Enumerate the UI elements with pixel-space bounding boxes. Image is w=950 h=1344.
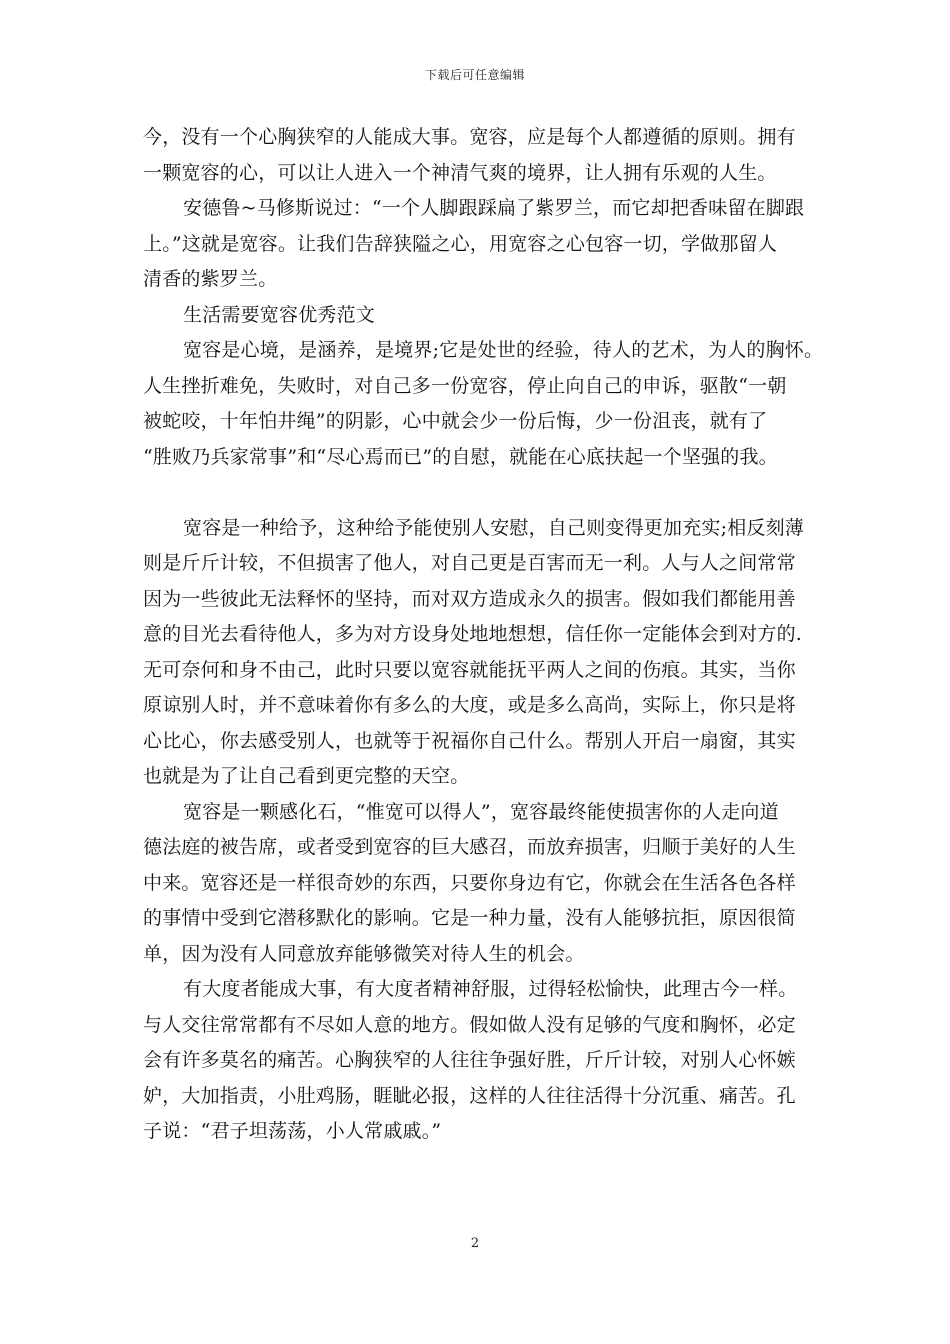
page-header: 下载后可任意编辑 <box>424 68 525 82</box>
paragraph-start: 有大度者能成大事，有大度者精神舒服，过得轻松愉快，此理古今一样。 <box>183 978 798 1000</box>
text-line: 子说：“君子坦荡荡，小人常戚戚。” <box>143 1120 442 1142</box>
text-line: 与人交往常常都有不尽如人意的地方。假如做人没有足够的气度和胸怀，必定 <box>143 1013 796 1036</box>
text-line: 原谅别人时，并不意味着你有多么的大度，或是多么高尚，实际上，你只是将 <box>143 694 796 716</box>
text-line: 因为一些彼此无法释怀的坚持，而对双方造成永久的损害。假如我们都能用善 <box>143 587 796 610</box>
text-line: 今，没有一个心胸狭窄的人能成大事。宽容，应是每个人都遵循的原则。拥有 <box>143 126 796 148</box>
document-body <box>143 120 824 1150</box>
text-line: 单，因为没有人同意放弃能够微笑对待人生的机会。 <box>143 942 585 965</box>
paragraph-start: 宽容是一种给予，这种给予能使别人安慰，自己则变得更加充实;相反刻薄 <box>183 516 805 539</box>
section-title: 生活需要宽容优秀范文 <box>183 303 376 326</box>
paragraph-gap <box>143 475 813 511</box>
text-line: 意的目光去看待他人，多为对方设身处地地想想，信任你一定能体会到对方的. <box>143 623 803 645</box>
page-number: 2 <box>470 1236 480 1251</box>
text-line: 的事情中受到它潜移默化的影响。它是一种力量，没有人能够抗拒，原因很简 <box>143 907 796 929</box>
text-line: 被蛇咬，十年怕井绳”的阴影，心中就会少一份后悔，少一份沮丧，就有了 <box>143 410 768 432</box>
text-line: 一颗宽容的心，可以让人进入一个神清气爽的境界，让人拥有乐观的人生。 <box>143 161 777 184</box>
paragraph-start: 宽容是一颗感化石，“惟宽可以得人”，宽容最终能使损害你的人走向道 <box>183 800 779 823</box>
text-line: 上。”这就是宽容。让我们告辞狭隘之心，用宽容之心包容一切，学做那留人 <box>143 232 778 255</box>
text-line: 会有许多莫名的痛苦。心胸狭窄的人往往争强好胜，斤斤计较，对别人心怀嫉 <box>143 1049 796 1071</box>
paragraph-start: 安德鲁~马修斯说过：“一个人脚跟踩扁了紫罗兰，而它却把香味留在脚跟 <box>183 197 805 219</box>
text-line: 心比心，你去感受别人，也就等于祝福你自己什么。帮别人开启一扇窗，其实 <box>143 729 796 752</box>
paragraph-start: 宽容是心境，是涵养，是境界;它是处世的经验，待人的艺术，为人的胸怀。 <box>183 339 824 361</box>
text-line: 中来。宽容还是一样很奇妙的东西，只要你身边有它，你就会在生活各色各样 <box>143 871 796 894</box>
text-line: 则是斤斤计较，不但损害了他人，对自己更是百害而无一利。人与人之间常常 <box>143 552 796 574</box>
text-line: 清香的紫罗兰。 <box>143 268 278 290</box>
text-line: 德法庭的被告席，或者受到宽容的巨大感召，而放弃损害，归顺于美好的人生 <box>143 836 796 858</box>
text-line: “胜败乃兵家常事”和“尽心焉而已”的自慰，就能在心底扶起一个坚强的我。 <box>143 445 778 468</box>
text-line: 妒，大加指责，小肚鸡肠，睚眦必报，这样的人往往活得十分沉重、痛苦。孔 <box>143 1084 796 1107</box>
text-line: 也就是为了让自己看到更完整的天空。 <box>143 765 470 787</box>
text-line: 无可奈何和身不由己，此时只要以宽容就能抚平两人之间的伤痕。其实，当你 <box>143 658 796 681</box>
text-line: 人生挫折难免，失败时，对自己多一份宽容，停止向自己的申诉，驱散“一朝 <box>143 374 787 397</box>
